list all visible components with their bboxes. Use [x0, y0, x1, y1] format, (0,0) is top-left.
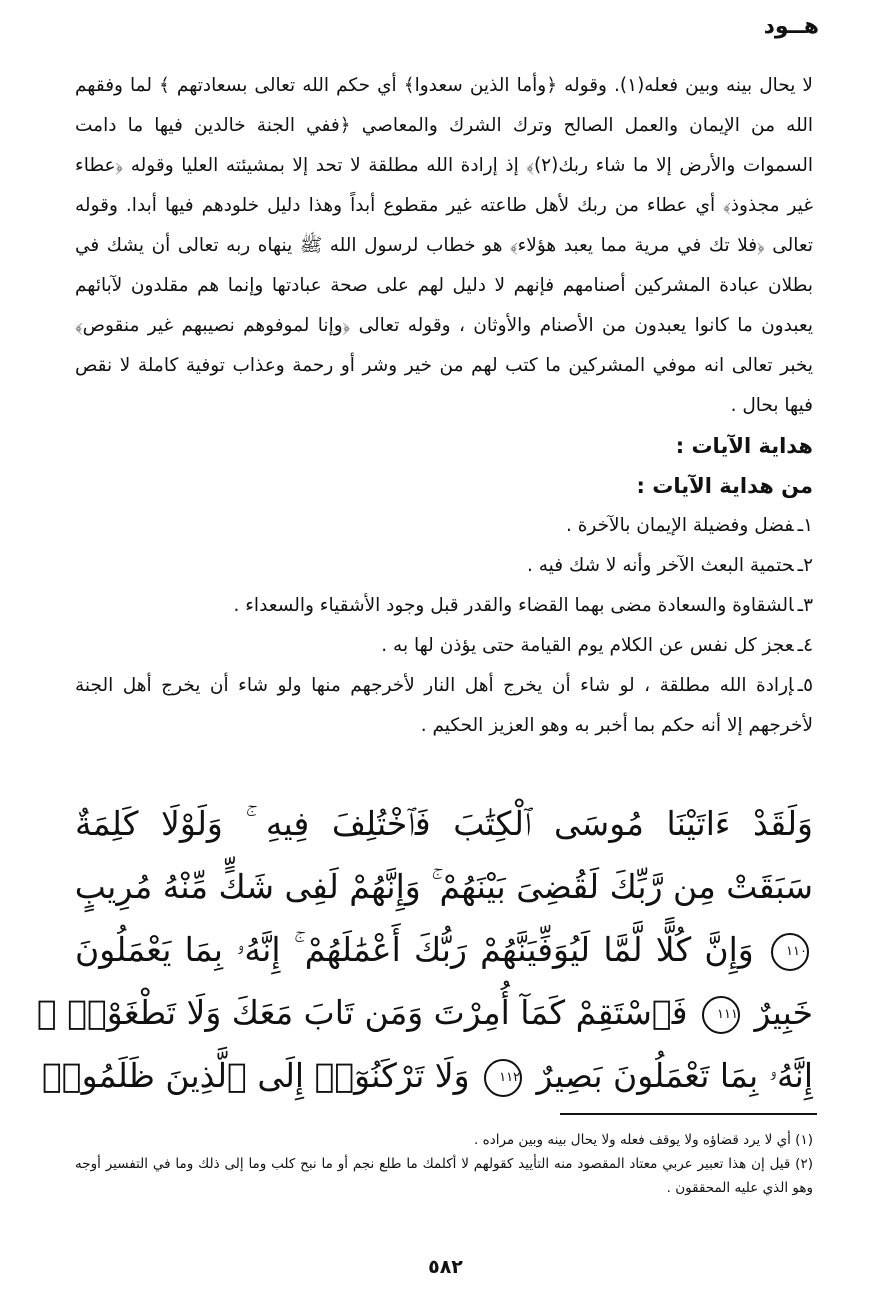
footnote-1: (١) أي لا يرد قضاؤه ولا يوقف فعله ولا يحال بينه وبين مراده .: [474, 1132, 813, 1148]
ayah-number-marker: ١١١: [702, 996, 740, 1034]
verse-text: وَلَا تَرْكَنُوٓا۟ إِلَى ٱلَّذِينَ ظَلَمُوا۟: [41, 1056, 470, 1095]
surah-title: هــود: [763, 14, 819, 39]
list-item-number: ٥ـ: [797, 675, 813, 696]
guidance-subheading: من هداية الآيات :: [636, 474, 813, 498]
footnotes: [75, 1128, 813, 1200]
list-item-text: فضل وفضيلة الإيمان بالآخرة .: [565, 515, 794, 536]
quran-verses: [36, 792, 813, 1107]
verse-line: [75, 918, 813, 981]
commentary-paragraph: لا يحال بينه وبين فعله(١). وقوله ﴿وأما الذين سعدوا﴾ أي حكم الله تعالى بسعادتهم ﴾ لما وفقهم الله من الإيمان والعمل الصالح وترك الشرك والمعاصي ﴿ففي الجنة خالدين فيها ما دامت السموات والأرض إلا ما شاء ربك(٢)﴾ إذ إرادة الله مطلقة لا تحد إلا بمشيئته العليا وقوله ﴿عطاء غير مجذوذ﴾ أي عطاء من ربك لأهل طاعته غير مقطوع أبداً وهذا دليل خلودهم فيها أبدا. وقوله تعالى ﴿فلا تك في مرية مما يعبد هؤلاء﴾ هو خطاب لرسول الله ﷺ ينهاه ربه تعالى أن يشك في بطلان عبادة المشركين أصنامهم فإنهم لا دليل لهم على صحة عبادتها وإنما هم مقلدون لآبائهم يعبدون ما كانوا يعبدون من الأصنام والأوثان ، وقوله تعالى ﴿وإنا لموفوهم نصيبهم غير منقوص﴾ يخبر تعالى انه موفي المشركين ما كتب لهم من خير وشر أو رحمة وعذاب توفية كاملة لا نقص فيها بحال .: [75, 75, 813, 416]
list-item-number: ٤ـ: [797, 635, 813, 656]
verse-line: [41, 1044, 813, 1107]
list-item-number: ٢ـ: [797, 555, 813, 576]
verse-text: إِنَّهُۥ بِمَا تَعْمَلُونَ بَصِيرٌ: [536, 1056, 813, 1095]
list-item-number: ٣ـ: [797, 595, 813, 616]
verse-text: خَبِيرٌ: [754, 993, 813, 1032]
list-item: [75, 546, 813, 586]
guidance-heading: هداية الآيات :: [675, 434, 813, 458]
footnote-divider: [560, 1113, 817, 1115]
list-item-text: إرادة الله مطلقة ، لو شاء أن يخرج أهل النار لأخرجهم منها ولو شاء أن يخرج أهل الجنة لأخرجهم إلا أنه حكم بما أخبر به وهو العزيز الحكيم .: [75, 675, 813, 736]
verse-text: وَإِنَّ كُلًّا لَّمَّا لَيُوَفِّيَنَّهُمْ رَبُّكَ أَعْمَٰلَهُمْ ۚ إِنَّهُۥ بِمَا يَعْمَلُونَ: [75, 930, 754, 969]
verse-line: [36, 981, 813, 1044]
footnote-2: (٢) قيل إن هذا تعبير عربي معتاد المقصود منه التأييد كقولهم لا أكلمك ما طلع نجم أو ما نبح كلب وما إلى ذلك وما في التفسير أوجه وهو الذي عليه المحققون .: [75, 1156, 813, 1196]
list-item: [75, 666, 813, 746]
list-item-text: حتمية البعث الآخر وأنه لا شك فيه .: [526, 555, 794, 576]
verse-line: وَلَقَدْ ءَاتَيْنَا مُوسَى ٱلْكِتَٰبَ فَٱخْتُلِفَ فِيهِ ۚ وَلَوْلَا كَلِمَةٌ: [75, 804, 813, 843]
verse-line: سَبَقَتْ مِن رَّبِّكَ لَقُضِىَ بَيْنَهُمْ ۚ وَإِنَّهُمْ لَفِى شَكٍّ مِّنْهُ مُرِيبٍ: [74, 867, 813, 906]
list-item-text: الشقاوة والسعادة مضى بهما القضاء والقدر قبل وجود الأشقياء والسعداء .: [233, 595, 794, 616]
ayah-number-marker: ١١٢: [484, 1059, 522, 1097]
page-number: ٥٨٢: [428, 1256, 463, 1278]
ayah-number-marker: ١١٠: [771, 933, 809, 971]
list-item: [75, 506, 813, 546]
list-item-text: عجز كل نفس عن الكلام يوم القيامة حتى يؤذن لها به .: [381, 635, 794, 656]
list-item: [75, 626, 813, 666]
guidance-list: [75, 506, 813, 746]
list-item: [75, 586, 813, 626]
verse-text: فَٱسْتَقِمْ كَمَآ أُمِرْتَ وَمَن تَابَ مَعَكَ وَلَا تَطْغَوْا۟ ۚ: [36, 993, 688, 1032]
commentary-block: [75, 66, 813, 746]
list-item-number: ١ـ: [797, 515, 813, 536]
